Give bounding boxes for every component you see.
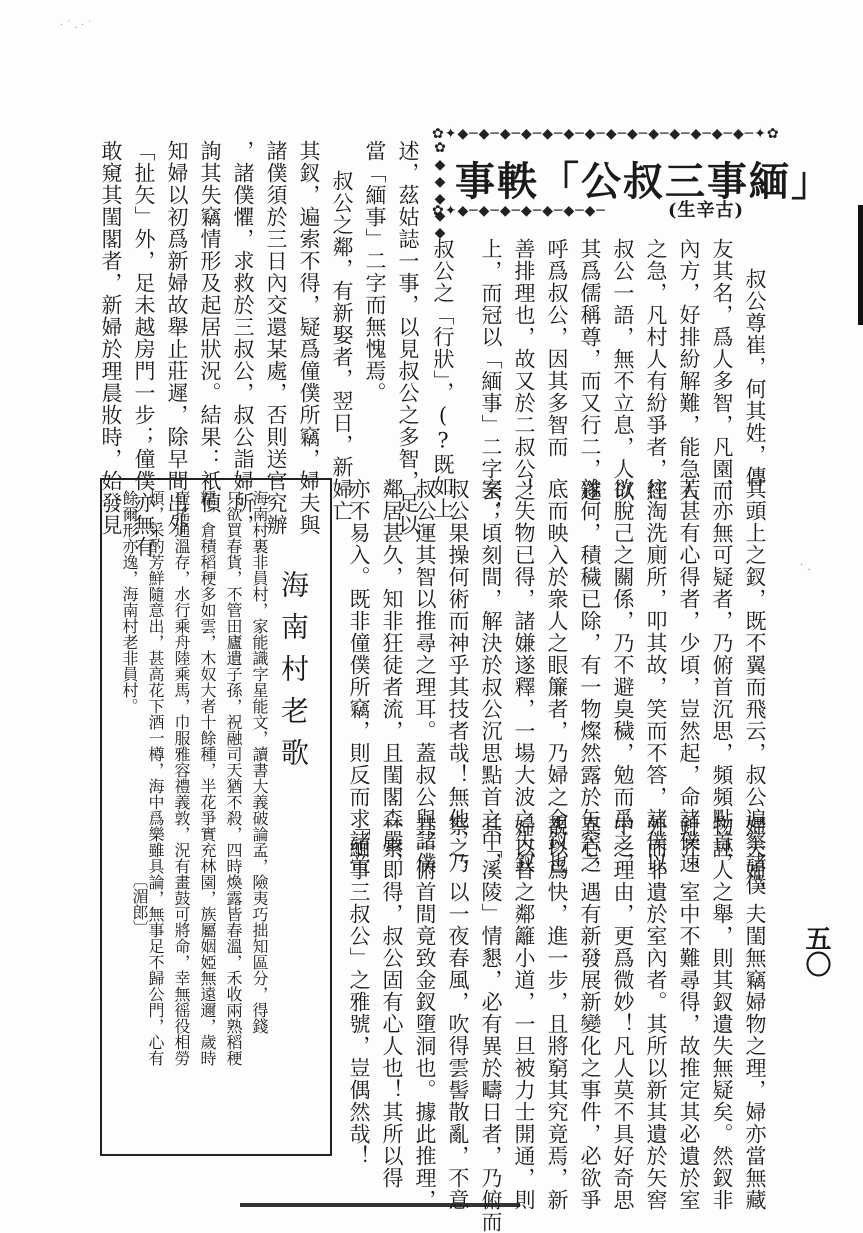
poem-line-2: 只欲買春貨，不管田廬遺子孫，祝融司天猶不殺，四時煥露皆春溫，禾收兩熟稻稉 (224, 490, 243, 1066)
title-border-left: ✿◆◆◆◆◆ (432, 140, 448, 242)
article-col-43: 察之，以一夜春風，吹得雲髻散亂，不意 (446, 815, 470, 1211)
scan-noise-right: · ¸ (800, 560, 812, 571)
article-col-42: 其「溪陵」情懇，必有異於疇日者，乃俯而 (479, 815, 503, 1233)
article-col-5: 叔公一語，無不立息，人以 (611, 238, 635, 502)
article-col-6: 其爲儒稱尊，而又行二，遂 (578, 238, 602, 502)
article-col-24: 往淘洗廁所，叩其故，笑而不答，諸僕以 (644, 478, 668, 874)
article-col-44: 其一俯首間竟致金釵墮洞也。據此推理， (413, 815, 437, 1211)
poem-line-5: 煩，采酌芳鮮隨意出，甚高花下酒一樽，海中爲樂雖具論，無事足不歸公門，心有 (146, 490, 165, 1066)
article-col-36: 針芥，室中不難尋得，故推定其必遺於室 (677, 815, 701, 1211)
article-col-1: 叔公尊崔，何其姓，傳 (743, 268, 767, 488)
article-col-9: 上，而冠以「緬事」二字云； (479, 238, 503, 524)
article-col-17: 詢其失竊情形及起居狀況。結果：祇偵 (198, 140, 222, 514)
article-col-14: 其釵，遍索不得，疑爲僮僕所竊，婦夫與 (297, 140, 321, 536)
article-col-35: 物誣人之舉，則其釵遺失無疑矣。然釵非 (710, 815, 734, 1211)
article-col-38: 中之理由，更爲微妙！凡人莫不具好奇思 (611, 815, 635, 1211)
article-col-29: 案，頃刻間，解決於叔公沉思點首之中， (479, 478, 503, 874)
poem-line-6: 餘爾形亦逸，海南村老非員村。 (120, 490, 139, 714)
article-col-23: 若甚有心得者，少頃，豈然起，命諸僕速 (677, 478, 701, 874)
poem-line-4: 壺搖通溫存，水行乘舟陸乘馬，巾服雅容禮義敦，況有畫鼓可將命，幸無徭役相勞 (172, 490, 191, 1066)
article-col-46: 「緬事三叔公」之雅號，豈偶然哉！ (347, 815, 371, 1167)
article-col-7: 呼爲叔公，因其多智而 (545, 238, 569, 458)
title-border-top: ✿✦◆─◆─◆─◆─◆─◆─◆─◆─◆─◆─◆─◆─◆─◆─✦✿ (432, 126, 780, 142)
article-col-19: 「扯矢」外，足未越房門一步；僮僕亦無有 (132, 140, 156, 558)
article-title: 事軼「公叔三事緬」 (455, 158, 833, 205)
article-col-41: 婦以昔之鄰籬小道，一旦被力士開通，則 (512, 815, 536, 1211)
article-col-28: ！失物已得，諸嫌遂釋，一場大波之失釵 (512, 478, 536, 874)
article-col-18: 知婦以初爲新婦故舉止莊遲，除早間出外 (165, 140, 189, 536)
title-border-bottom: ✿✦◆─◆─◆─◆─◆─◆─◆─ (432, 203, 606, 219)
article-col-25: 欲脫己之關係，乃不避臭穢，勉而爲之， (611, 478, 635, 874)
article-col-11: 述，茲姑誌一事，以見叔公之多智，足以 (396, 140, 420, 536)
article-col-22: ，亦無可疑者，乃俯首沉思，頻頻點首， (710, 478, 734, 874)
article-col-45: 一索即得，叔公固有心人也！其所以得 (380, 815, 404, 1189)
page-number: 五〇 (801, 925, 831, 977)
article-col-15: 諸僕須於三日內交還某處，否則送官究辦 (264, 140, 288, 536)
article-col-31: 叔公運其智以推尋之理耳。蓋叔公與諸僕 (413, 478, 437, 874)
article-byline: (生辛古) (668, 200, 745, 221)
article-col-16: ，諸僕懼，求救於三叔公，叔公詣婦所， (231, 140, 255, 536)
article-col-32: 鄰居甚久，知非狂徒者流，且閨閣森嚴， (380, 478, 404, 874)
article-col-39: 異心，遇有新發展新變化之事件，必欲爭 (578, 815, 602, 1211)
article-col-4: 之急，凡村人有紛爭者，經 (644, 238, 668, 502)
article-col-33: 亦不易入。既非僮僕所竊，則反而求諸帝 (347, 478, 371, 874)
article-col-40: 覩以爲快，進一步，且將窮其究竟焉，新 (545, 815, 569, 1211)
article-col-34: 婦夫婦，夫閨無竊婦物之理，婦亦當無藏 (743, 815, 767, 1211)
article-col-8: 善排理也，故又於二叔公之 (512, 238, 536, 502)
article-col-30: 叔公果操何術而神乎其技者哉！無他，乃 (446, 478, 470, 874)
article-col-21: 其頭上之釵，既不翼而飛云，叔公遍察諸僕 (743, 478, 767, 896)
article-col-10: 叔公之「行狀」，(?既如上 (431, 238, 455, 520)
article-col-26: 雜何，積穢已除，有一物燦然露於矢窖之 (578, 478, 602, 874)
poem-line-3: 糯，倉積稻稉多如雲，木奴大者十餘種，半花爭實充林園，族屬姻婭無遠邇，歲時 (198, 490, 217, 1066)
scan-noise-top: · ˙ . · ˙ (60, 20, 93, 31)
article-col-27: 底而映入於衆人之眼簾者，乃婦之金釵也 (545, 478, 569, 874)
article-col-2: 友其名，爲人多智，凡園而 (710, 238, 734, 502)
article-col-13: 叔公之鄰，有新娶者，翌日，新婦亡 (330, 170, 354, 522)
binding-edge (858, 205, 863, 325)
poem-line-1: 海南村裏非員村，家能識字星能文，讀書大義破論孟，險夷巧拙知區分，得錢 (250, 490, 269, 1034)
article-col-12: 當「緬事」二字而無愧焉。 (363, 140, 387, 404)
article-col-37: 外而非遺於室內者。其所以新其遺於矢窖 (644, 815, 668, 1211)
article-col-3: 內方，好排紛解難，能急人 (677, 238, 701, 502)
poem-author: 〔湄郎〕 (130, 872, 149, 936)
poem-title: 海南村老歌 (277, 570, 310, 780)
article-col-20: 敢窺其閨閣者，新婦於理晨妝時，始發見 (99, 140, 123, 536)
